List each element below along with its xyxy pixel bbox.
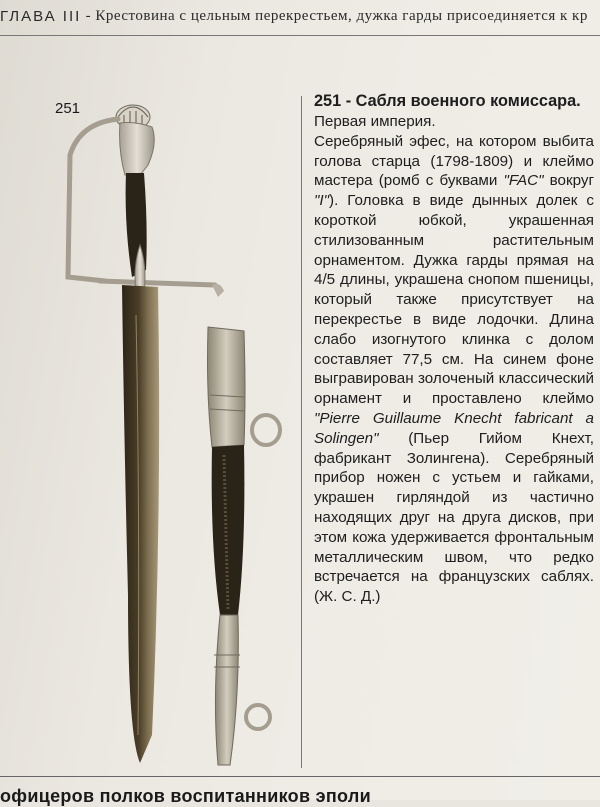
entry-subtitle: Первая империя. [314,113,436,130]
maker-mark-inscription: "Pierre Guillaume Knecht fabricant a Solingen" [314,409,594,447]
body-text: вокруг [543,172,594,190]
running-header [0,8,600,32]
next-section-heading: офицеров полков воспитанников эполи [0,786,371,806]
mark-letters: "FAC" [503,172,544,190]
running-title: Крестовина с цельным перекрестьем, дужка гарды присоединяется к кр [95,8,588,25]
header-rule [0,35,600,36]
figure-number: 251 [55,100,81,117]
catalog-entry [314,91,594,607]
knuckle-guard [68,119,118,281]
scabbard [208,327,281,765]
body-text: Серебряный эфес, на котором выбита голова старца (1798-1809) и клеймо мастера (ромб с буквами [314,132,594,190]
column-rule [301,96,302,768]
entry-body [314,132,594,607]
sabre-blade [122,285,159,763]
sabre-photograph [40,95,300,770]
footer-rule [0,776,600,777]
body-text: (Пьер Гийом Кнехт, фабрикант Золингена). Серебряный прибор ножен с устьем и гайками, украшен гирляндой из частично находящих друг на друга дисков, при этом кожа удерживается фронтальным металлическим швом, что редко встречается на французских саблях. (Ж. С. Д.) [314,429,594,606]
entry-title: 251 - Сабля военного комиссара. [314,92,581,110]
hilt-backstrap [120,123,155,176]
header-separator: - [85,8,92,25]
chapter-label: ГЛАВА III [0,8,82,26]
crossguard [100,245,224,315]
body-text: ). Головка в виде дынных долек с короткой юбкой, украшенная стилизованным растительным орнаментом. Дужка гарды прямая на 4/5 длины, украшена снопом пшеницы, который также присутствует на перекрестье в виде лодочки. Длина слабо изогнутого клинка с долом составляет 77,5 см. На синем фоне выгравирован золоченый классический орнамент и проставлено клеймо [314,192,594,408]
mark-letter: "I" [314,192,330,210]
